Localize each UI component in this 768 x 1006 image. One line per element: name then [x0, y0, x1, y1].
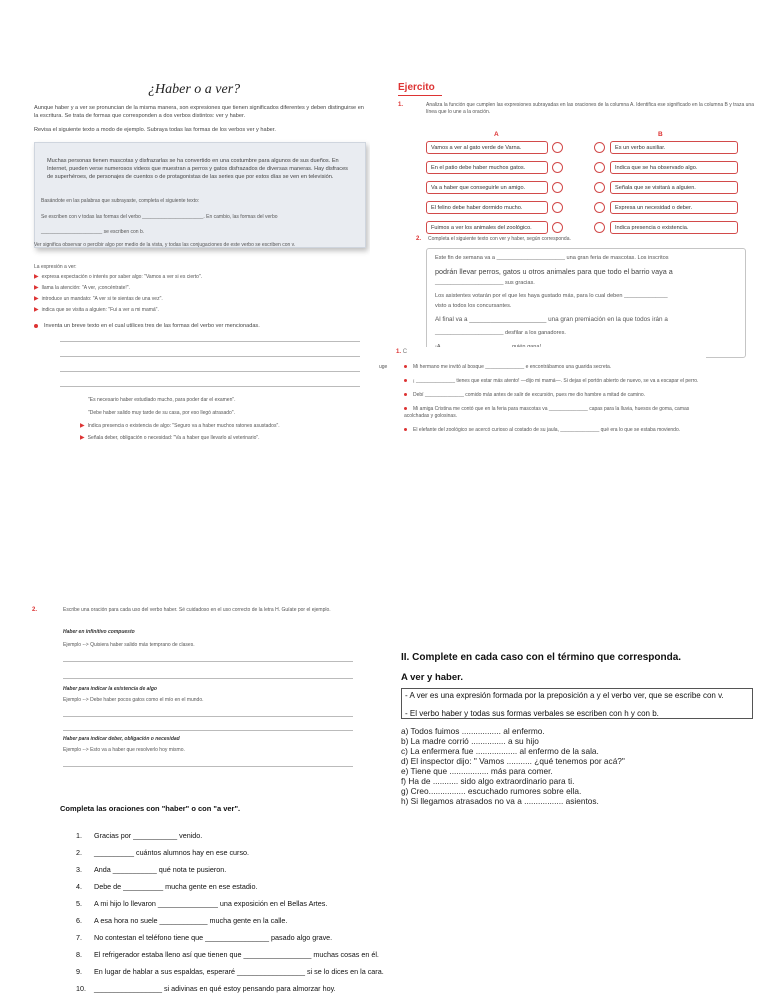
column-a-item[interactable]: Va a haber que conseguirle un amigo. [426, 181, 548, 194]
exercise-item: e) Tiene que ................. más para comer. [401, 766, 553, 776]
exercise-item: c) La enfermera fue .................. al enfermo de la sala. [401, 746, 599, 756]
q2-line: Este fin de semana va a ______________________ una gran feria de mascotas. Los inscritos [435, 255, 669, 261]
bullet-dot-icon [404, 365, 407, 368]
exercise-item: f) Ha de ........... sido algo extraordinario para ti. [401, 776, 575, 786]
instruction-text: Revisa el siguiente texto a modo de ejemplo. Subraya todas las formas de los verbos ver y haber. [34, 127, 276, 133]
answer-line [63, 677, 353, 679]
sentence-item: 9. En lugar de hablar a sus espaldas, esperaré _________________ si se lo dices en la cara. [76, 967, 384, 976]
panel-ejercicio [396, 78, 768, 360]
cut-off-text: uge [379, 364, 388, 370]
rule-text: - A ver es una expresión formada por la preposición a y el verbo ver, que se escribe con v. [405, 691, 724, 700]
column-b-item[interactable]: Es un verbo auxiliar. [610, 141, 738, 154]
example-box [34, 142, 366, 248]
q1-number: 1. [398, 102, 404, 108]
use-example: Ejemplo --> Esto va a haber que resolverlo hoy mismo. [63, 747, 185, 753]
triangle-bullet-icon: ▶ [34, 274, 39, 280]
q2-line: Al final va a ______________________ una gran premiación en la que todos irán a [435, 316, 668, 323]
triangle-bullet-icon: ▶ [80, 423, 85, 429]
invent-prompt: Inventa un breve texto en el cual utilices tres de las formas del verbo ver mencionadas. [34, 322, 364, 330]
answer-lines [60, 340, 360, 387]
complete-label: Basándote en las palabras que subrayaste, completa el siguiente texto: [41, 198, 200, 204]
column-a-item[interactable]: En el patio debe haber muchos gatos. [426, 161, 548, 174]
connector-dot-a[interactable] [552, 202, 563, 213]
example-box-text: Muchas personas tienen mascotas y disfrazarlas se ha convertido en una costumbre para algunos de sus dueños. En Internet, pueden verse numerosos videos que muestran a perros y gatos disfrazados de diversas maneras. Hay disfraces de superhéroes, de personajes de cuentos o de protagonistas de las series que por estos días se ven en televisión. [47, 158, 348, 180]
rules-box [401, 688, 753, 719]
section-number: 1. C [396, 349, 408, 355]
section-title: II. Complete en cada caso con el término que corresponda. [401, 652, 682, 663]
connector-dot-a[interactable] [552, 142, 563, 153]
heading-underline [398, 95, 442, 96]
list-item: ▶ Señala deber, obligación o necesidad: "Va a haber que llevarlo al veterinario". [80, 435, 260, 441]
column-b-item[interactable]: Expresa un necesidad o deber. [610, 201, 738, 214]
exercise-item: h) Si llegamos atrasados no va a ................. asientos. [401, 796, 599, 806]
answer-line [63, 715, 353, 717]
panel-completa-oraciones-ver [394, 347, 706, 457]
column-a-item[interactable]: Fuimos a ver los animales del zoológico. [426, 221, 548, 234]
q2-line: Los asistentes votarán por el que les haya gustado más, para lo cual deben ______________ [435, 293, 668, 299]
list-item: Mi amiga Cristina me contó que en la feria para mascotas va ______________ capas para la lluvia, huesos de goma, camas acolchadas y golosinas. [404, 406, 690, 419]
panel-complete-termino [398, 650, 768, 810]
section-number: 2. [32, 607, 38, 613]
column-b-item[interactable]: Indica que se ha observado algo. [610, 161, 738, 174]
list-item: ▶ indica que se visita a alguien: "Fui a ver a mi mamá". [34, 307, 159, 313]
bullet-dot-icon [404, 428, 407, 431]
panel-usos-haber [30, 604, 360, 772]
use-title: Haber en infinitivo compuesto [63, 629, 135, 635]
column-b-header: B [658, 131, 663, 138]
q2-text: Completa el siguiente texto con ver y haber, según corresponda. [428, 236, 571, 242]
triangle-bullet-icon: ▶ [34, 285, 39, 291]
sentence-item: 6. A esa hora no suele ____________ mucha gente en la calle. [76, 916, 288, 925]
use-title: Haber para indicar la existencia de algo [63, 686, 157, 692]
list-item: ▶ Indica presencia o existencia de algo: "Seguro va a haber muchos ratones asustados". [80, 423, 280, 429]
bullet-dot-icon [404, 393, 407, 396]
page-title: ¿Haber o a ver? [148, 82, 241, 97]
bullet-dot-icon [404, 407, 407, 410]
sentence-item: 8. El refrigerador estaba lleno así que tienen que _________________ muchas cosas en él. [76, 950, 379, 959]
complete-line-2: ______________________ se escriben con b. [41, 229, 145, 235]
sentence-item: 4. Debe de __________ mucha gente en ese estadio. [76, 882, 258, 891]
exercise-item: b) La madre corrió ............... a su hijo [401, 736, 539, 746]
sentence-item: 5. A mi hijo lo llevaron _______________ una exposición en el Bellas Artes. [76, 899, 328, 908]
rule-text: - El verbo haber y todas sus formas verbales se escriben con h y con b. [405, 709, 659, 718]
aver-label: La expresión a ver: [34, 264, 77, 270]
bullet-dot-icon [404, 379, 407, 382]
q1-text: Analiza la función que cumplen las expresiones subrayadas en las oraciones de la columna A. Identifica ese significado en la columna B y traza una línea que lo une a la oración. [426, 102, 754, 115]
list-item: Mi hermano me invitó al bosque ______________ e encontrábamos una guarida secreta. [404, 364, 700, 371]
answer-line [63, 729, 353, 731]
complete-line-1: Se escriben con v todas las formas del verbo ______________________. En cambio, las formas del verbo [41, 214, 278, 220]
column-a-item[interactable]: Vamos a ver al gato verde de Varna. [426, 141, 548, 154]
q2-number: 2. [416, 236, 422, 242]
connector-dot-b[interactable] [594, 142, 605, 153]
sentence-item: 10. _________________ si adivinas en qué estoy pensando para almorzar hoy. [76, 984, 336, 993]
sentence-list [404, 364, 700, 434]
sentence-item: 7. No contestan el teléfono tiene que ________________ pasado algo grave. [76, 933, 333, 942]
panel-haber-a-ver-list [58, 800, 398, 1000]
triangle-bullet-icon: ▶ [34, 307, 39, 313]
column-b-item[interactable]: Señala que se visitará a alguien. [610, 181, 738, 194]
intro-text: Aunque haber y a ver se pronuncian de la misma manera, son expresiones que tienen significados diferentes y deben distinguirse en la escritura. Se trata de formas que corresponden a dos verbos distintos: ver y haber. [34, 105, 364, 119]
column-a-item[interactable]: El felino debe haber dormido mucho. [426, 201, 548, 214]
connector-dot-a[interactable] [552, 162, 563, 173]
list-item: El elefante del zoológico se acercó curioso al costado de su jaula, ______________ qué era lo que se estaba moviendo. [404, 427, 700, 434]
use-example: Ejemplo --> Debe haber pocos gatos como el mío en el mundo. [63, 697, 204, 703]
section-instruction: Escribe una oración para cada uso del verbo haber. Sé cuidadoso en el uso correcto de la letra H. Guíate por el ejemplo. [63, 607, 331, 613]
triangle-bullet-icon: ▶ [34, 296, 39, 302]
list-title: Completa las oraciones con "haber" o con "a ver". [60, 804, 241, 813]
q2-line: visto a todos los concursantes. [435, 303, 512, 309]
exercise-item: a) Todos fuimos ................. al enfermo. [401, 726, 545, 736]
column-b-item[interactable]: Indica presencia o existencia. [610, 221, 738, 234]
connector-dot-b[interactable] [594, 222, 605, 233]
exercise-item: d) El inspector dijo: " Vamos ........... ¿qué tenemos por acá?" [401, 756, 625, 766]
q2-line: ______________________ sus gracias. [435, 280, 535, 286]
connector-dot-b[interactable] [594, 202, 605, 213]
panel-haber-uses [80, 394, 380, 454]
sentence-item: 2. __________ cuántos alumnos hay en ese curso. [76, 848, 250, 857]
list-item: ▶ expresa expectación o interés por saber algo: "Vamos a ver si es cierto". [34, 274, 203, 280]
example-line: "Debe haber salido muy tarde de su casa, por eso llegó atrasado". [88, 410, 235, 416]
list-item: ¡ ______________ tienes que estar más atento! —dijo mi mamá—. Si dejas el portón abierto de nuevo, se va a escapar el perro. [404, 378, 700, 385]
use-title: Haber para indicar deber, obligación o necesidad [63, 736, 180, 742]
aver-list [34, 274, 364, 318]
connector-dot-b[interactable] [594, 182, 605, 193]
panel-haber-o-a-ver [30, 78, 370, 398]
connector-dot-a[interactable] [552, 222, 563, 233]
q2-line: ______________________ desfilar a los ganadores. [435, 330, 566, 336]
exercise-heading: Ejercito [398, 82, 435, 93]
q2-fill-box [426, 248, 746, 358]
triangle-bullet-icon: ▶ [80, 435, 85, 441]
q2-line: podrán llevar perros, gatos u otros animales para que todo el barrio vaya a [435, 267, 673, 276]
connector-dot-a[interactable] [552, 182, 563, 193]
example-line: "Es necesario haber estudiado mucho, para poder dar el examen". [88, 397, 236, 403]
list-item: ▶ llama la atención: "A ver, ¡concéntrate!". [34, 285, 130, 291]
list-item: Debí ______________ comido más antes de salir de excursión, pues me dio hambre a mitad de camino. [404, 392, 700, 399]
sentence-item: 3. Anda ___________ qué nota te pusieron. [76, 865, 227, 874]
list-item: ▶ introduce un mandato: "A ver si te sientas de una vez". [34, 296, 163, 302]
use-example: Ejemplo --> Quisiera haber salido más temprano de clases. [63, 642, 195, 648]
ver-definition: Ver significa observar o percibir algo por medio de la vista, y todas las conjugaciones de este verbo se escriben con v. [34, 242, 296, 248]
column-a-header: A [494, 131, 499, 138]
sentence-item: 1. Gracias por ___________ venido. [76, 831, 203, 840]
exercise-item: g) Creo................ escuchado rumores sobre ella. [401, 786, 582, 796]
connector-dot-b[interactable] [594, 162, 605, 173]
answer-line [63, 660, 353, 662]
bullet-dot-icon [34, 324, 38, 328]
section-subtitle: A ver y haber. [401, 672, 463, 683]
answer-line [63, 765, 353, 767]
